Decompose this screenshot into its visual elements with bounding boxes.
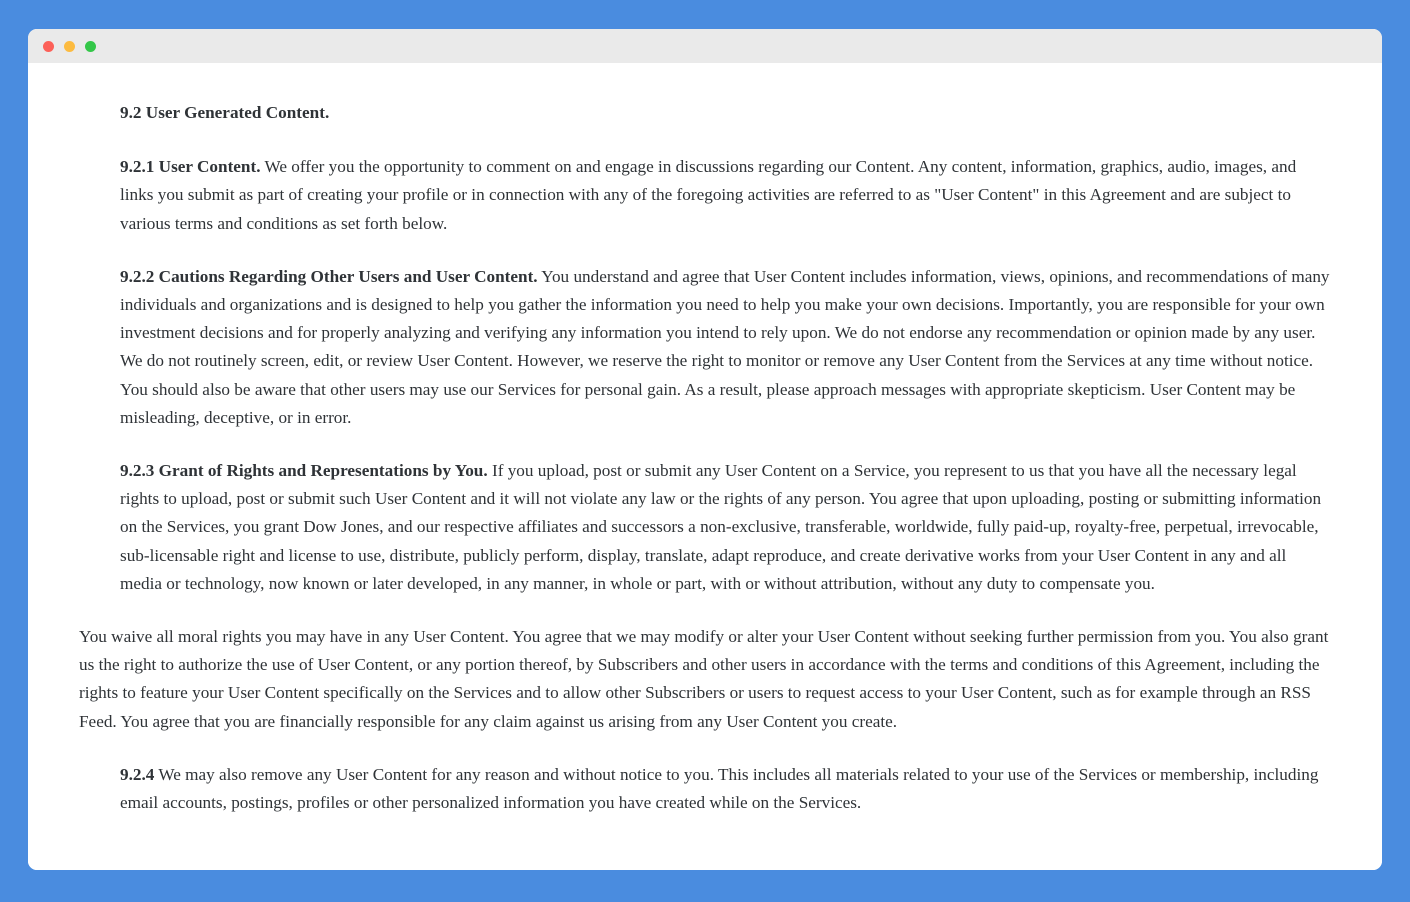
clause-lead-9-2-2: 9.2.2 Cautions Regarding Other Users and User Content. — [120, 266, 538, 286]
clause-paragraph-9-2-4 — [79, 761, 1340, 817]
clause-body-9-2-4: We may also remove any User Content for any reason and without notice to you. This includes all materials related to your use of the Services or membership, including email accounts, postings, profiles or other personalized information you have created while on the Services. — [120, 764, 1319, 813]
moral-rights-paragraph — [79, 623, 1340, 736]
clause-paragraph-9-2-2 — [79, 263, 1340, 432]
clause-paragraph-9-2-3 — [79, 457, 1340, 598]
clause-lead-9-2-3: 9.2.3 Grant of Rights and Representations by You. — [120, 461, 488, 481]
minimize-window-button[interactable] — [64, 41, 75, 52]
clause-body-9-2-1: We offer you the opportunity to comment on and engage in discussions regarding our Content. Any content, information, graphics, audio, images, and links you submit as part of creating your profile or in connection with any of the foregoing activities are referred to as "User Content" in this Agreement and are subject to various terms and conditions as set forth below. — [120, 157, 1297, 233]
browser-window — [28, 29, 1382, 870]
close-window-button[interactable] — [43, 41, 54, 52]
clause-body-9-2-3: If you upload, post or submit any User Content on a Service, you represent to us that you have all the necessary legal rights to upload, post or submit such User Content and it will not violate any law or the rights of any person. You agree that upon uploading, posting or submitting information on the Services, you grant Dow Jones, and our respective affiliates and successors a non-exclusive, transferable, worldwide, fully paid-up, royalty-free, perpetual, irrevocable, sub-licensable right and license to use, distribute, publicly perform, display, translate, adapt reproduce, and create derivative works from your User Content in any and all media or technology, now known or later developed, in any manner, in whole or part, with or without attribution, without any duty to compensate you. — [120, 461, 1322, 593]
clause-paragraph-9-2-1 — [79, 153, 1340, 238]
moral-rights-body: You waive all moral rights you may have in any User Content. You agree that we may modify or alter your User Content without seeking further permission from you. You also grant us the right to authorize the use of User Content, or any portion thereof, by Subscribers and other users in accordance with the terms and conditions of this Agreement, including the rights to feature your User Content specifically on the Services and to allow other Subscribers or users to request access to your User Content, such as for example through an RSS Feed. You agree that you are financially responsible for any claim against us arising from any User Content you create. — [79, 627, 1329, 731]
clause-lead-9-2-4: 9.2.4 — [120, 764, 155, 784]
document-content — [28, 63, 1382, 870]
clause-body-9-2-2: You understand and agree that User Content includes information, views, opinions, and recommendations of many individuals and organizations and is designed to help you gather the information you need to help you make your own decisions. Importantly, you are responsible for your own investment decisions and for properly analyzing and verifying any information you intend to rely upon. We do not endorse any recommendation or opinion made by any user. We do not routinely screen, edit, or review User Content. However, we reserve the right to monitor or remove any User Content from the Services at any time without notice. You should also be aware that other users may use our Services for personal gain. As a result, please approach messages with appropriate skepticism. User Content may be misleading, deceptive, or in error. — [120, 266, 1330, 427]
clause-lead-9-2-1: 9.2.1 User Content. — [120, 157, 261, 177]
window-titlebar — [28, 29, 1382, 63]
maximize-window-button[interactable] — [85, 41, 96, 52]
section-heading-9-2: 9.2 User Generated Content. — [120, 103, 330, 122]
